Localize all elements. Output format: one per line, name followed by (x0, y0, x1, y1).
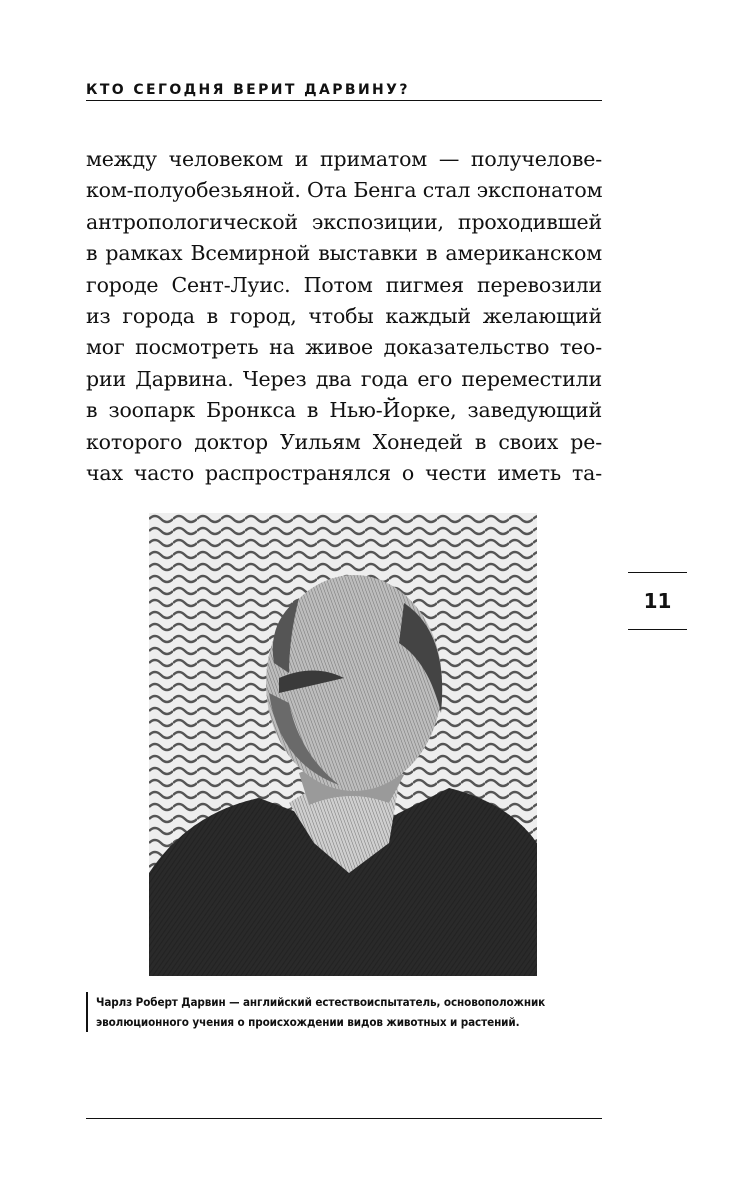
page-number: 11 (628, 572, 687, 630)
header-rule (86, 100, 602, 101)
body-line: мог посмотреть на живое доказательство тео- (86, 335, 602, 360)
caption-line: эволюционного учения о происхождении видов животных и растений. (96, 1015, 520, 1029)
engraved-portrait-image (149, 513, 537, 976)
body-line: рии Дарвина. Через два года его переместили (86, 366, 602, 391)
body-line: из города в город, чтобы каждый желающий (86, 303, 602, 328)
body-line: чах часто распространялся о чести иметь та- (86, 460, 602, 485)
body-line: между человеком и приматом — получелове- (86, 147, 602, 171)
caption-line: Чарлз Роберт Дарвин — английский естествоиспытатель, основоположник (96, 995, 546, 1009)
body-line: которого доктор Уильям Хонедей в своих ре- (86, 429, 602, 454)
body-line: антропологической экспозиции, проходившей (86, 209, 602, 234)
footer-rule (86, 1118, 602, 1119)
body-text (86, 144, 602, 489)
body-line: в зоопарк Бронкса в Нью-Йорке, заведующий (86, 398, 602, 423)
body-line: в рамках Всемирной выставки в американском (86, 241, 602, 266)
portrait-figure (149, 513, 537, 976)
body-line: городе Сент-Луис. Потом пигмея перевозили (86, 272, 602, 297)
running-title: КТО СЕГОДНЯ ВЕРИТ ДАРВИНУ? (86, 82, 410, 98)
body-line: ком-полуобезьяной. Ота Бенга стал экспонатом (86, 178, 602, 203)
figure-caption (86, 992, 602, 1032)
